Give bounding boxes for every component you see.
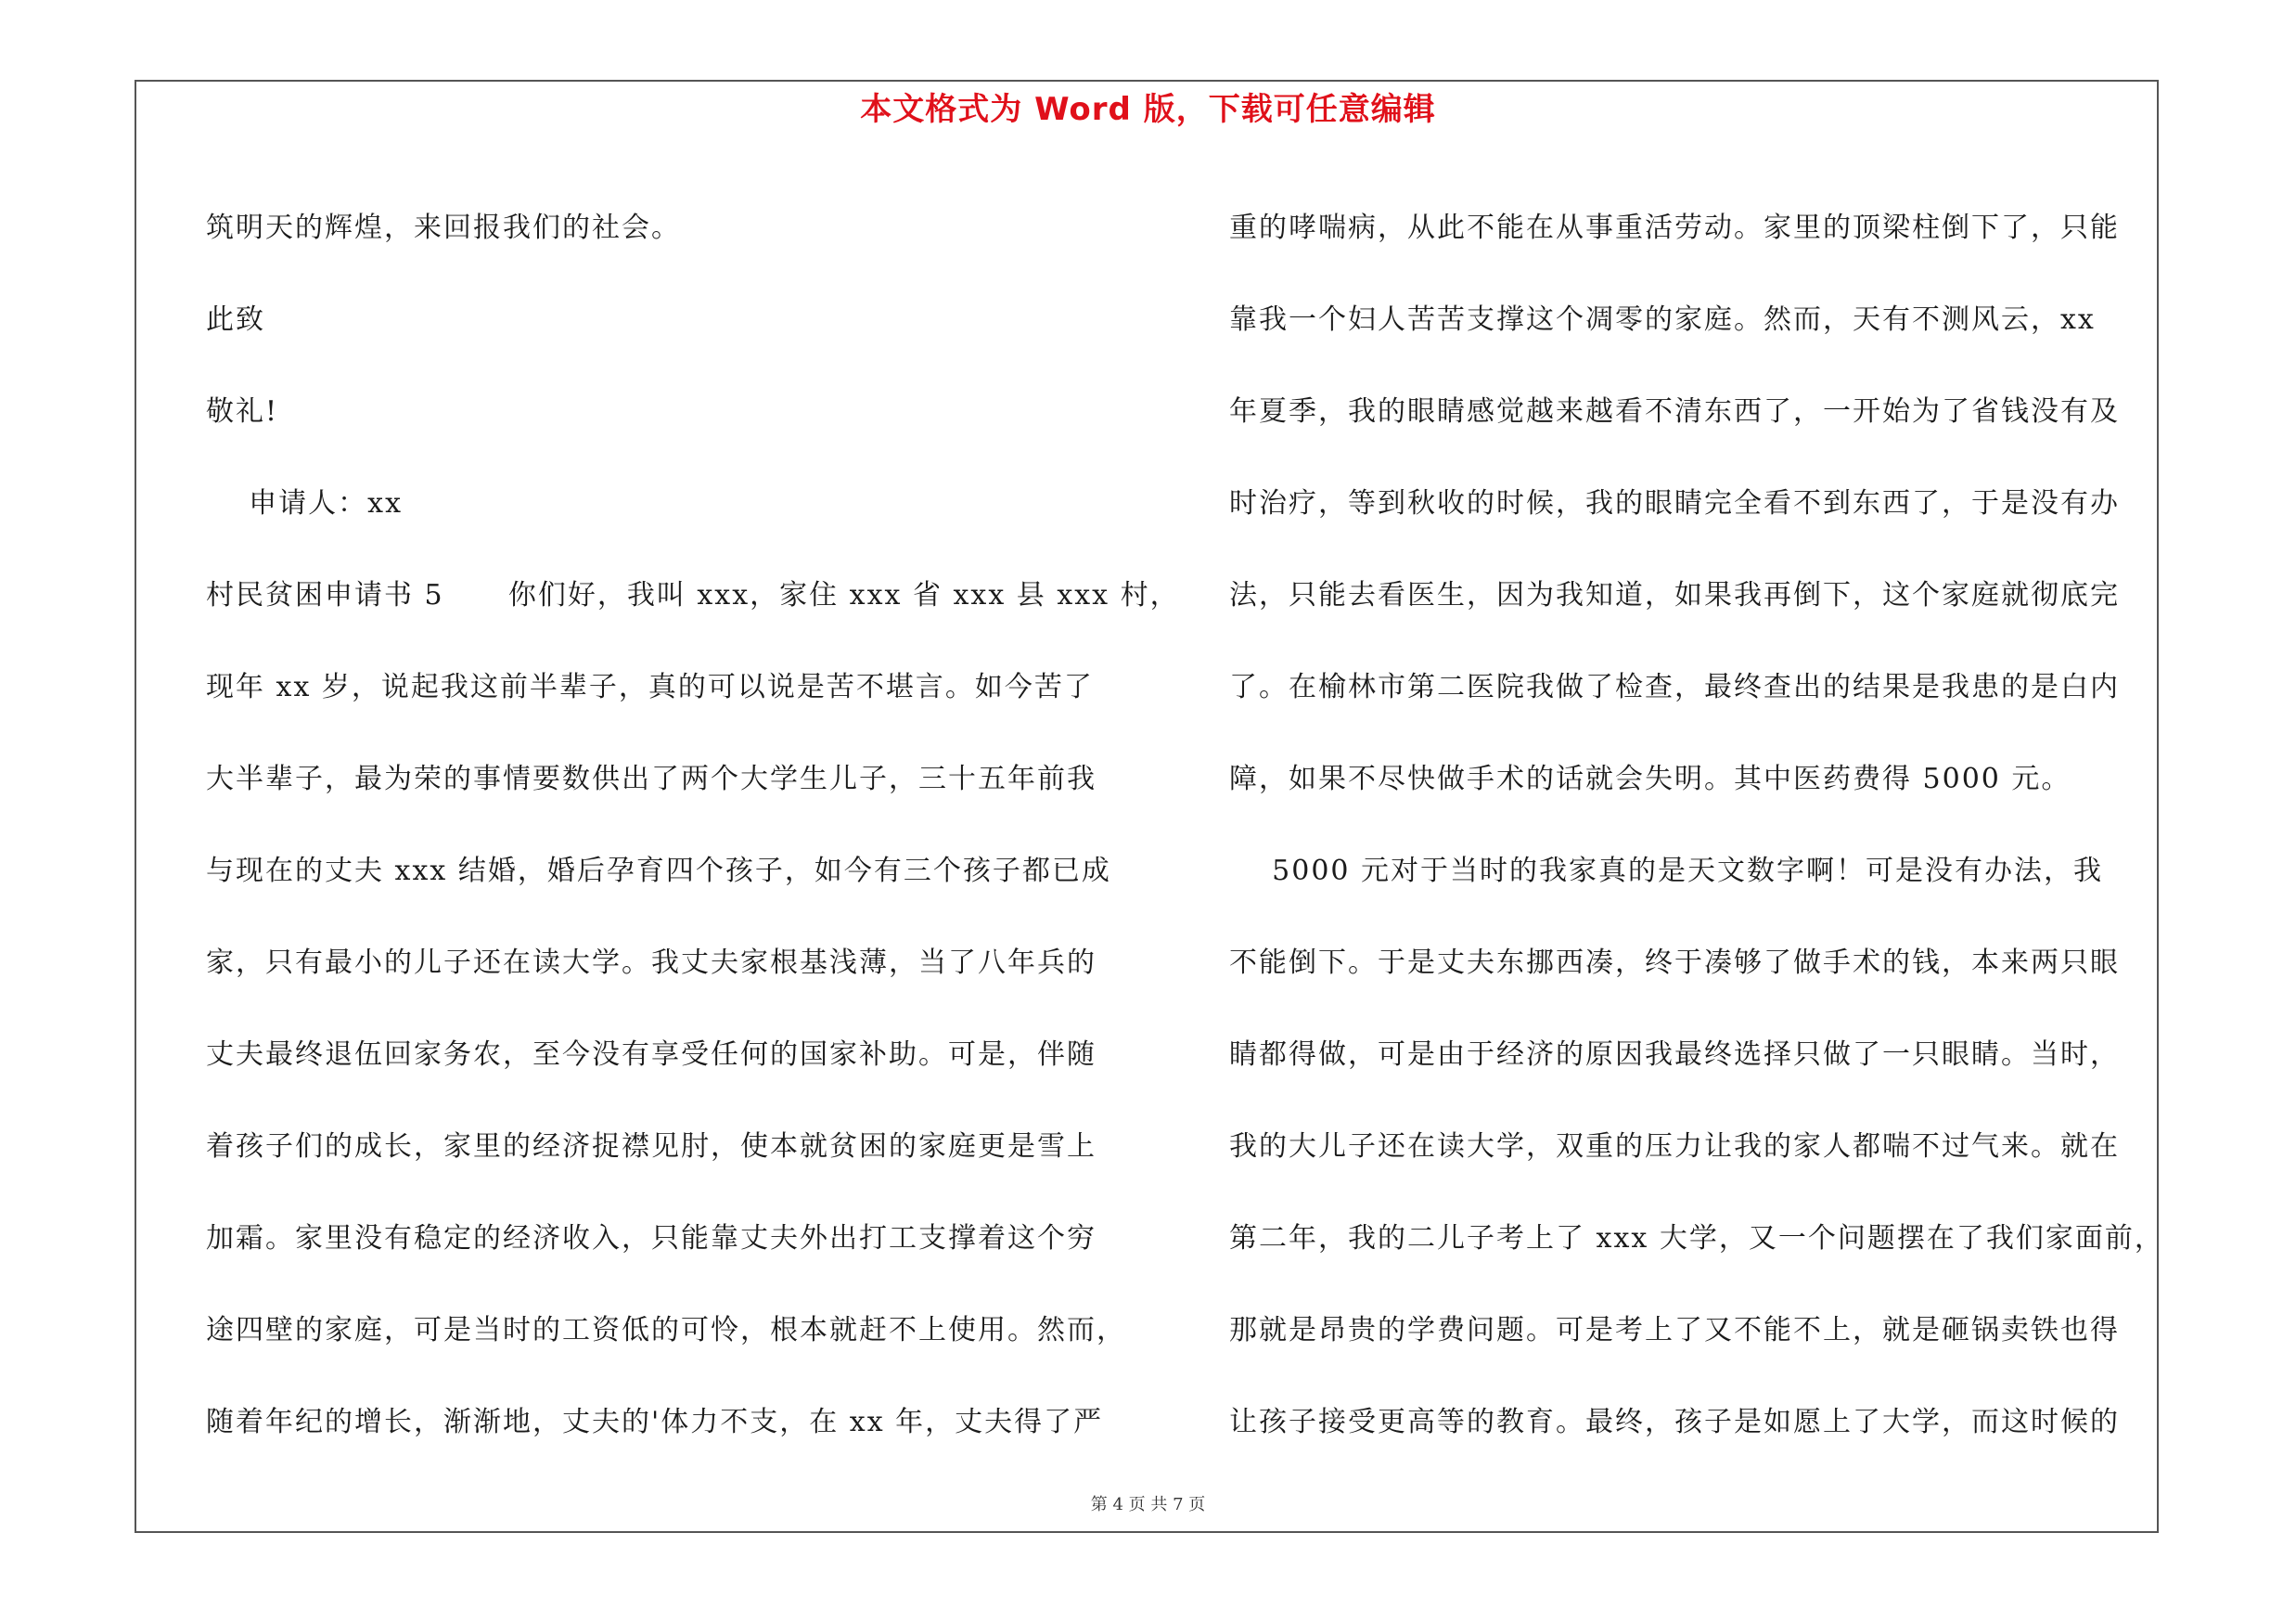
body-line: 法，只能去看医生，因为我知道，如果我再倒下，这个家庭就彻底完 <box>1229 579 2120 612</box>
body-line: 现年 xx 岁，说起我这前半辈子，真的可以说是苦不堪言。如今苦了 <box>206 671 1094 703</box>
body-line: 了。在榆林市第二医院我做了检查，最终查出的结果是我患的是白内 <box>1229 671 2120 703</box>
body-line: 障，如果不尽快做手术的话就会失明。其中医药费得 5000 元。 <box>1229 763 2072 795</box>
body-line: 途四壁的家庭，可是当时的工资低的可怜，根本就赶不上使用。然而， <box>206 1314 1126 1346</box>
body-line: 重的哮喘病，从此不能在从事重活劳动。家里的顶梁柱倒下了，只能 <box>1229 212 2120 244</box>
body-line: 着孩子们的成长，家里的经济捉襟见肘，使本就贫困的家庭更是雪上 <box>206 1130 1097 1163</box>
header-banner: 本文格式为 Word 版，下载可任意编辑 <box>860 91 1436 128</box>
body-line: 敬礼! <box>206 395 279 428</box>
left-text-column <box>206 182 1180 1468</box>
body-line: 那就是昂贵的学费问题。可是考上了又不能不上，就是砸锅卖铁也得 <box>1229 1314 2120 1346</box>
body-line: 此致 <box>206 303 265 336</box>
body-line: 丈夫最终退伍回家务农，至今没有享受任何的国家补助。可是，伴随 <box>206 1038 1097 1071</box>
body-line: 筑明天的辉煌，来回报我们的社会。 <box>206 212 681 244</box>
body-line: 村民贫困申请书 5 你们好，我叫 xxx，家住 xxx 省 xxx 县 xxx 村， <box>206 579 1180 612</box>
right-text-column <box>1229 182 2164 1468</box>
body-line: 我的大儿子还在读大学，双重的压力让我的家人都喘不过气来。就在 <box>1229 1130 2120 1163</box>
body-line: 年夏季，我的眼睛感觉越来越看不清东西了，一开始为了省钱没有及 <box>1229 395 2120 428</box>
body-line: 不能倒下。于是丈夫东挪西凑，终于凑够了做手术的钱，本来两只眼 <box>1229 947 2120 979</box>
body-line: 靠我一个妇人苦苦支撑这个凋零的家庭。然而，天有不测风云，xx <box>1229 303 2096 336</box>
body-line: 大半辈子，最为荣的事情要数供出了两个大学生儿子，三十五年前我 <box>206 763 1097 795</box>
body-line: 申请人：xx <box>206 487 403 520</box>
body-line: 5000 元对于当时的我家真的是天文数字啊！可是没有办法，我 <box>1229 855 2104 887</box>
body-line: 睛都得做，可是由于经济的原因我最终选择只做了一只眼睛。当时， <box>1229 1038 2120 1071</box>
body-line: 与现在的丈夫 xxx 结婚，婚后孕育四个孩子，如今有三个孩子都已成 <box>206 855 1111 887</box>
body-line: 让孩子接受更高等的教育。最终，孩子是如愿上了大学，而这时候的 <box>1229 1406 2120 1438</box>
body-line: 第二年，我的二儿子考上了 xxx 大学，又一个问题摆在了我们家面前， <box>1229 1222 2164 1255</box>
page-number-footer: 第 4 页 共 7 页 <box>1090 1495 1206 1514</box>
body-line: 家，只有最小的儿子还在读大学。我丈夫家根基浅薄，当了八年兵的 <box>206 947 1097 979</box>
body-line: 时治疗，等到秋收的时候，我的眼睛完全看不到东西了，于是没有办 <box>1229 487 2120 520</box>
body-line: 随着年纪的增长，渐渐地，丈夫的'体力不支，在 xx 年，丈夫得了严 <box>206 1406 1104 1438</box>
body-line: 加霜。家里没有稳定的经济收入，只能靠丈夫外出打工支撑着这个穷 <box>206 1222 1097 1255</box>
